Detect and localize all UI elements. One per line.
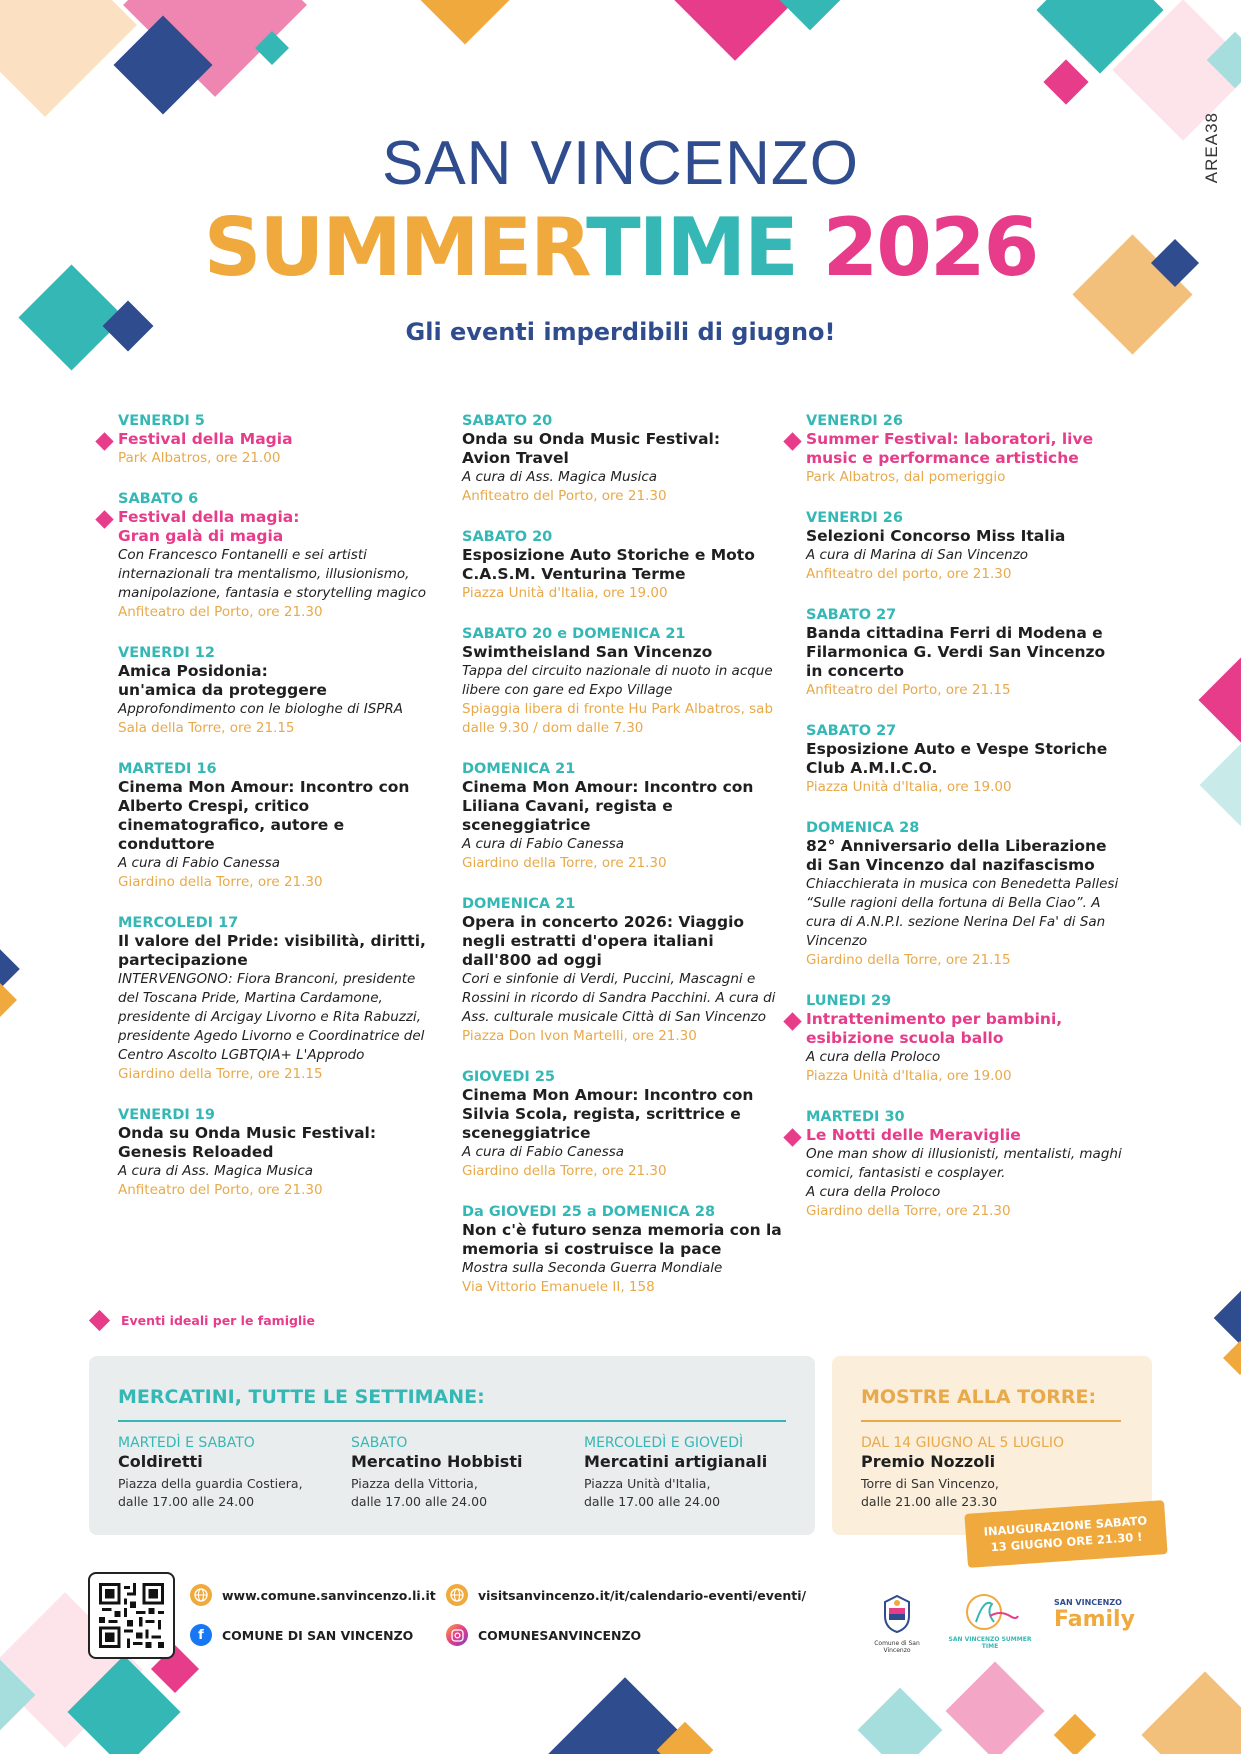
event-item — [462, 528, 782, 603]
event-description: A cura di Fabio Canessa — [118, 855, 281, 871]
market-place: Piazza Unità d'Italia, dalle 17.00 alle 24.00 — [584, 1476, 721, 1509]
events-column-3 — [806, 412, 1126, 1243]
headline-summer: SUMMER — [203, 201, 587, 294]
page-title: SAN VINCENZO — [381, 129, 860, 198]
divider — [861, 1420, 1121, 1422]
events-column-2 — [462, 412, 782, 1319]
event-location: Sala della Torre, ore 21.15 — [118, 720, 295, 736]
event-description: Con Francesco Fontanelli e sei artisti internazionali tra mentalismo, illusionismo, manipolazione, fantasia e storytelling magico — [118, 547, 427, 601]
event-date: VENERDI 26 — [806, 413, 903, 429]
event-description: A cura di Fabio Canessa — [462, 1144, 625, 1160]
inauguration-badge: INAUGURAZIONE SABATO 13 GIUGNO ORE 21.30 ! — [964, 1500, 1167, 1568]
event-item — [462, 760, 782, 873]
event-item — [806, 1108, 1126, 1221]
event-date: DOMENICA 21 — [462, 896, 576, 912]
event-title: Il valore del Pride: visibilità, diritti, partecipazione — [118, 932, 426, 969]
event-title: Selezioni Concorso Miss Italia — [806, 527, 1066, 545]
event-location: Giardino della Torre, ore 21.15 — [806, 952, 1011, 968]
event-item — [118, 490, 438, 622]
exhibition-date: DAL 14 GIUGNO AL 5 LUGLIO — [861, 1435, 1064, 1451]
headline — [0, 201, 1241, 294]
event-item — [806, 509, 1126, 584]
family-diamond-icon — [783, 432, 801, 450]
website-link-1[interactable] — [190, 1584, 436, 1606]
market-day: SABATO — [351, 1435, 408, 1451]
event-title: 82° Anniversario della Liberazione di San Vincenzo dal nazifascismo — [806, 837, 1107, 874]
market-item — [118, 1434, 338, 1511]
event-item — [806, 412, 1126, 487]
event-item — [806, 606, 1126, 700]
decor-square — [946, 1662, 1045, 1754]
event-location: Giardino della Torre, ore 21.15 — [118, 1066, 323, 1082]
website-label: visitsanvincenzo.it/it/calendario-eventi/eventi/ — [478, 1587, 807, 1603]
events-column-1 — [118, 412, 438, 1222]
decor-square — [858, 1688, 943, 1754]
event-title: Cinema Mon Amour: Incontro con Liliana Cavani, regista e sceneggiatrice — [462, 778, 754, 834]
event-item — [462, 895, 782, 1046]
event-location: Giardino della Torre, ore 21.30 — [462, 855, 667, 871]
event-description: A cura di Fabio Canessa — [462, 836, 625, 852]
event-date: DOMENICA 28 — [806, 820, 920, 836]
decor-square — [416, 0, 515, 44]
event-item — [462, 1203, 782, 1297]
event-description: Approfondimento con le biologhe di ISPRA — [118, 701, 404, 717]
event-title: Onda su Onda Music Festival: Genesis Reloaded — [118, 1124, 377, 1161]
event-location: Anfiteatro del Porto, ore 21.30 — [118, 1182, 323, 1198]
decor-square — [0, 983, 17, 1017]
event-item — [806, 722, 1126, 797]
instagram-label: COMUNESANVINCENZO — [478, 1627, 642, 1643]
decor-square — [1043, 59, 1088, 104]
event-description: Chiacchierata in musica con Benedetta Pallesi “Sulle ragioni della fortuna di Bella Ciao”. A cura di A.N.P.I. sezione Nerina Del Fa' di San Vincenzo — [806, 876, 1119, 949]
event-date: SABATO 27 — [806, 723, 897, 739]
event-item — [462, 625, 782, 738]
event-date: MARTEDI 30 — [806, 1109, 905, 1125]
event-location: Piazza Don Ivon Martelli, ore 21.30 — [462, 1028, 697, 1044]
event-description: A cura di Marina di San Vincenzo — [806, 547, 1029, 563]
event-location: Anfiteatro del Porto, ore 21.15 — [806, 682, 1011, 698]
event-location: Anfiteatro del Porto, ore 21.30 — [462, 488, 667, 504]
summertime-emblem-icon — [960, 1592, 1020, 1632]
event-item — [118, 412, 438, 468]
event-item — [806, 992, 1126, 1086]
markets-title: MERCATINI, TUTTE LE SETTIMANE: — [118, 1386, 485, 1408]
website-label: www.comune.sanvincenzo.li.it — [222, 1587, 436, 1603]
event-title: Summer Festival: laboratori, live music e performance artistiche — [806, 430, 1094, 467]
event-title: Festival della magia: Gran galà di magia — [118, 508, 300, 545]
market-item — [351, 1434, 571, 1511]
family-legend — [92, 1313, 315, 1328]
event-location: Park Albatros, ore 21.00 — [118, 450, 281, 466]
event-date: VENERDI 12 — [118, 645, 215, 661]
summertime-logo-label: SAN VINCENZO SUMMER TIME — [948, 1636, 1032, 1650]
event-title: Intrattenimento per bambini, esibizione scuola ballo — [806, 1010, 1063, 1047]
event-title: Le Notti delle Meraviglie — [806, 1126, 1021, 1144]
event-title: Cinema Mon Amour: Incontro con Alberto Crespi, critico cinematografico, autore e conduttore — [118, 778, 410, 853]
exhibitions-title: MOSTRE ALLA TORRE: — [861, 1386, 1097, 1408]
event-item — [118, 914, 438, 1084]
decor-square — [1054, 1714, 1096, 1754]
comune-logo-label: Comune di San Vincenzo — [874, 1640, 920, 1654]
event-title: Esposizione Auto Storiche e Moto C.A.S.M. Venturina Terme — [462, 546, 755, 583]
event-date: MERCOLEDI 17 — [118, 915, 239, 931]
event-date: VENERDI 19 — [118, 1107, 215, 1123]
event-item — [118, 644, 438, 738]
summertime-logo — [948, 1592, 1032, 1650]
facebook-label: COMUNE DI SAN VINCENZO — [222, 1627, 414, 1643]
globe-icon — [190, 1584, 212, 1606]
exhibition-place: Torre di San Vincenzo, dalle 21.00 alle 23.30 — [861, 1476, 999, 1509]
decor-square — [1198, 643, 1241, 756]
event-description: Cori e sinfonie di Verdi, Puccini, Mascagni e Rossini in ricordo di Sandra Pacchini. A cura di Ass. culturale musicale Città di San Vincenzo — [462, 971, 776, 1025]
event-item — [462, 1068, 782, 1181]
event-date: SABATO 20 e DOMENICA 21 — [462, 626, 686, 642]
event-date: SABATO 27 — [806, 607, 897, 623]
event-location: Piazza Unità d'Italia, ore 19.00 — [806, 1068, 1012, 1084]
family-diamond-icon — [95, 510, 113, 528]
event-location: Anfiteatro del Porto, ore 21.30 — [118, 604, 323, 620]
family-logo-top: SAN VINCENZO — [1054, 1598, 1122, 1607]
family-logo-word: Family — [1054, 1607, 1135, 1632]
event-title: Onda su Onda Music Festival: Avion Travel — [462, 430, 721, 467]
event-date: VENERDI 26 — [806, 510, 903, 526]
event-date: LUNEDI 29 — [806, 993, 892, 1009]
website-link-2[interactable] — [446, 1584, 806, 1606]
event-item — [806, 819, 1126, 970]
event-date: SABATO 6 — [118, 491, 199, 507]
headline-year: 2026 — [822, 201, 1038, 294]
family-diamond-icon — [89, 1310, 110, 1331]
market-name: Coldiretti — [118, 1452, 203, 1471]
event-description: Mostra sulla Seconda Guerra Mondiale — [462, 1260, 723, 1276]
event-description: INTERVENGONO: Fiora Branconi, presidente del Toscana Pride, Martina Cardamone, presidente di Arcigay Livorno e Rita Rabuzzi, presidente Agedo Livorno e Coordinatrice del Centro Ascolto LGBTQIA+ L'Approdo — [118, 971, 425, 1063]
qr-code[interactable] — [88, 1572, 175, 1659]
event-title: Opera in concerto 2026: Viaggio negli estratti d'opera italiani dall'800 ad oggi — [462, 913, 745, 969]
market-place: Piazza della guardia Costiera, dalle 17.00 alle 24.00 — [118, 1476, 303, 1509]
family-diamond-icon — [783, 1128, 801, 1146]
event-item — [462, 412, 782, 506]
divider — [118, 1420, 786, 1422]
event-date: MARTEDI 16 — [118, 761, 217, 777]
decor-square — [0, 0, 137, 117]
event-title: Banda cittadina Ferri di Modena e Filarmonica G. Verdi San Vincenzo in concerto — [806, 624, 1106, 680]
area38-logo: AREA38 — [1202, 112, 1221, 184]
decor-square — [1200, 743, 1241, 828]
event-title: Swimtheisland San Vincenzo — [462, 643, 713, 661]
event-location: Piazza Unità d'Italia, ore 19.00 — [462, 585, 668, 601]
markets-box — [89, 1356, 815, 1535]
qr-code-icon — [99, 1583, 164, 1648]
event-location: Spiaggia libera di fronte Hu Park Albatros, sab dalle 9.30 / dom dalle 7.30 — [462, 701, 774, 736]
event-location: Giardino della Torre, ore 21.30 — [118, 874, 323, 890]
event-description: Tappa del circuito nazionale di nuoto in acque libere con gare ed Expo Village — [462, 663, 773, 698]
subtitle: Gli eventi imperdibili di giugno! — [405, 318, 836, 346]
event-date: VENERDI 5 — [118, 413, 205, 429]
exhibition-name: Premio Nozzoli — [861, 1452, 996, 1471]
market-name: Mercatino Hobbisti — [351, 1452, 523, 1471]
event-title: Festival della Magia — [118, 430, 293, 448]
event-location: Piazza Unità d'Italia, ore 19.00 — [806, 779, 1012, 795]
family-diamond-icon — [95, 432, 113, 450]
event-title: Cinema Mon Amour: Incontro con Silvia Scola, regista, scrittrice e sceneggiatrice — [462, 1086, 754, 1142]
facebook-icon: f — [190, 1624, 212, 1646]
event-date: SABATO 20 — [462, 529, 553, 545]
event-title: Non c'è futuro senza memoria con la memoria si costruisce la pace — [462, 1221, 782, 1258]
headline-time: TIME — [586, 201, 797, 294]
event-title: Esposizione Auto e Vespe Storiche Club A.M.I.C.O. — [806, 740, 1108, 777]
market-name: Mercatini artigianali — [584, 1452, 768, 1471]
event-item — [118, 760, 438, 892]
event-location: Giardino della Torre, ore 21.30 — [462, 1163, 667, 1179]
decor-square — [1214, 1290, 1241, 1347]
family-logo — [1054, 1598, 1138, 1633]
event-date: SABATO 20 — [462, 413, 553, 429]
market-item — [584, 1434, 804, 1511]
event-description: A cura di Ass. Magica Musica — [462, 469, 658, 485]
market-day: MERCOLEDÌ E GIOVEDÌ — [584, 1435, 744, 1451]
globe-icon — [446, 1584, 468, 1606]
event-date: DOMENICA 21 — [462, 761, 576, 777]
event-description: A cura della Proloco — [806, 1049, 941, 1065]
event-date: Da GIOVEDI 25 a DOMENICA 28 — [462, 1204, 716, 1220]
legend-label: Eventi ideali per le famiglie — [121, 1313, 315, 1328]
decor-square — [0, 949, 20, 989]
market-day: MARTEDÌ E SABATO — [118, 1435, 255, 1451]
instagram-icon — [446, 1624, 468, 1646]
comune-logo — [862, 1594, 932, 1654]
event-location: Via Vittorio Emanuele II, 158 — [462, 1279, 655, 1295]
event-title: Amica Posidonia: un'amica da proteggere — [118, 662, 327, 699]
event-location: Giardino della Torre, ore 21.30 — [806, 1203, 1011, 1219]
event-date: GIOVEDI 25 — [462, 1069, 556, 1085]
family-diamond-icon — [783, 1012, 801, 1030]
decor-square — [1223, 1341, 1241, 1375]
event-location: Park Albatros, dal pomeriggio — [806, 469, 1006, 485]
decor-square — [1141, 1671, 1241, 1754]
market-place: Piazza della Vittoria, dalle 17.00 alle 24.00 — [351, 1476, 488, 1509]
instagram-link[interactable] — [446, 1624, 641, 1646]
event-item — [118, 1106, 438, 1200]
facebook-link[interactable] — [190, 1624, 413, 1646]
decor-square — [664, 0, 805, 61]
event-location: Anfiteatro del porto, ore 21.30 — [806, 566, 1012, 582]
decor-square — [775, 0, 846, 30]
coat-of-arms-icon — [879, 1594, 915, 1634]
event-description: One man show di illusionisti, mentalisti, maghi comici, fantasisti e cosplayer. A cura della Proloco — [806, 1146, 1122, 1200]
event-description: A cura di Ass. Magica Musica — [118, 1163, 314, 1179]
